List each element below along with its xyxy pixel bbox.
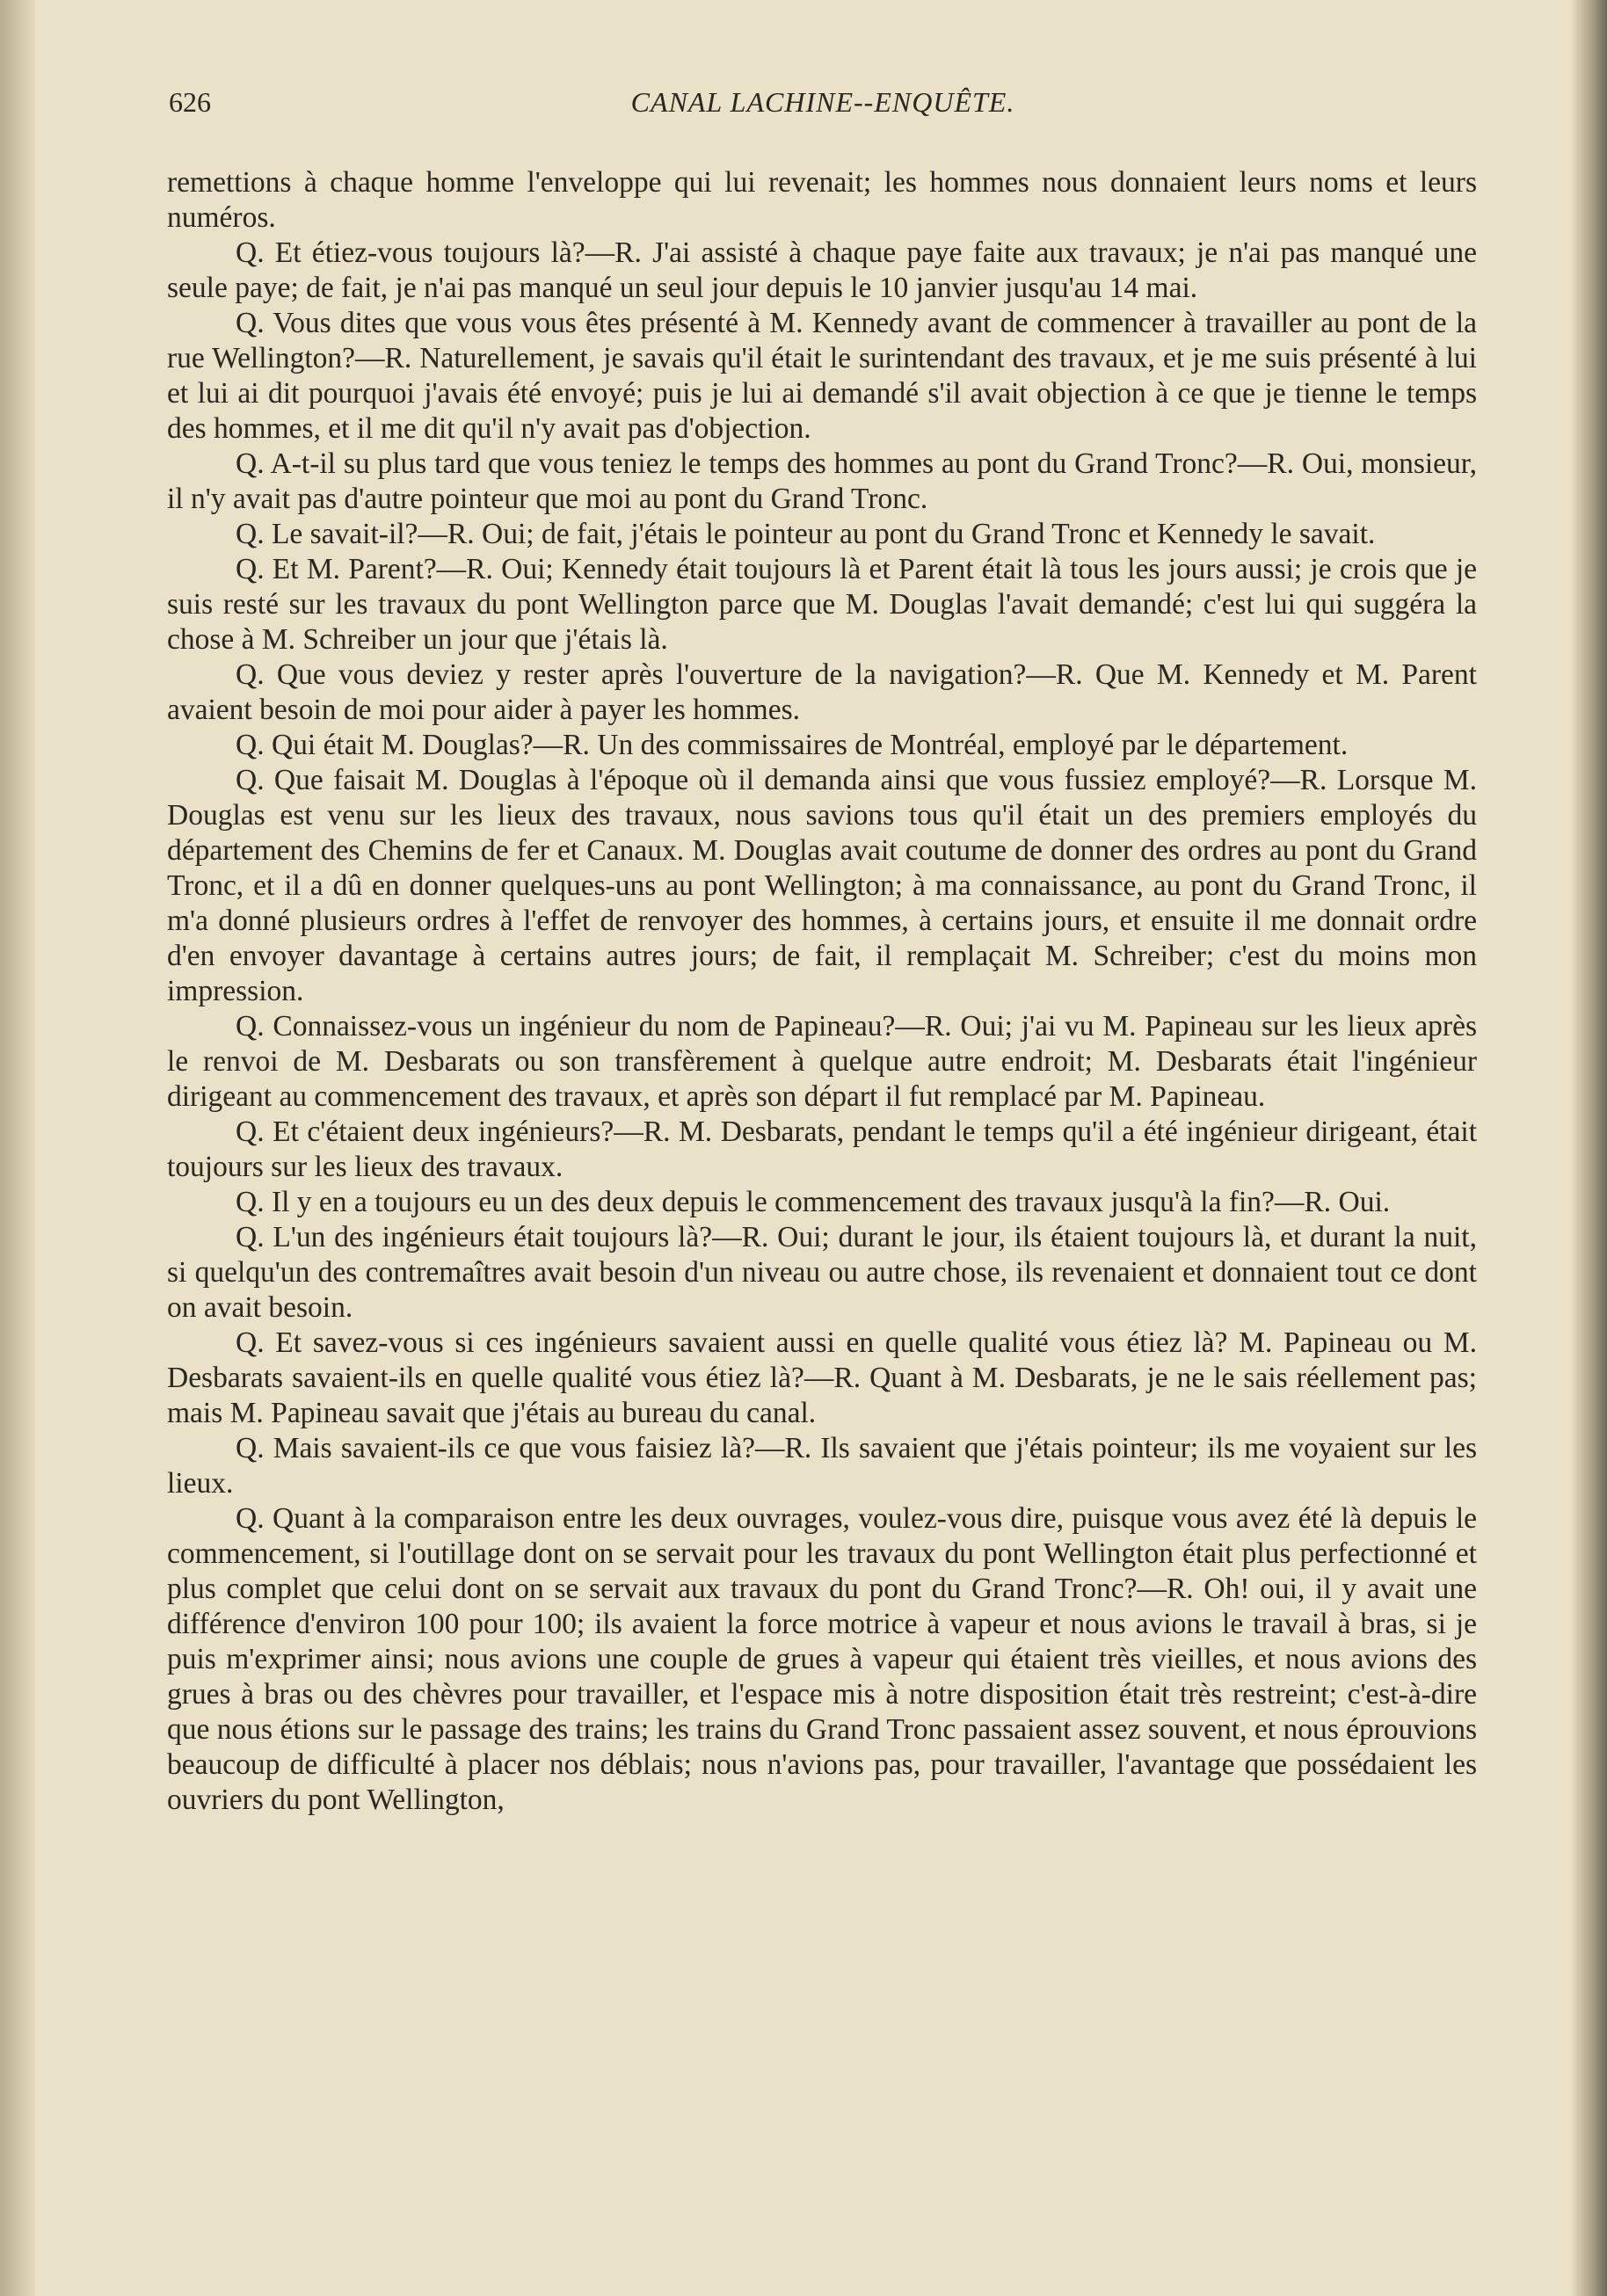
page-binding-edge (0, 0, 35, 2296)
paragraph: Q. Il y en a toujours eu un des deux depuis le commencement des travaux jusqu'à la fin?—R. Oui. (236, 1186, 1391, 1218)
paragraph: Q. Que faisait M. Douglas à l'époque où il demanda ainsi que vous fussiez employé?—R. Lorsque M. Douglas est venu sur les lieux des travaux, nous savions tous qu'il était un des premiers employés du département des Chemins de fer et Canaux. M. Douglas avait coutume de donner des ordres au pont du Grand Tronc, et il a dû en donner quelques-uns au pont Wellington; à ma connaissance, au pont du Grand Tronc, il m'a donné plusieurs ordres à l'effet de renvoyer des hommes, à certains jours, et ensuite il me donnait ordre d'en envoyer davantage à certains autres jours; de fait, il remplaçait M. Schreiber; c'est du moins mon impression. (167, 764, 1477, 1007)
page-number: 626 (169, 86, 211, 118)
paragraph: Q. Que vous deviez y rester après l'ouverture de la navigation?—R. Que M. Kennedy et M. Parent avaient besoin de moi pour aider à payer les hommes. (167, 658, 1477, 726)
page-outer-edge (1572, 0, 1607, 2296)
paragraph: Q. A-t-il su plus tard que vous teniez le temps des hommes au pont du Grand Tronc?—R. Oui, monsieur, il n'y avait pas d'autre pointeur que moi au pont du Grand Tronc. (167, 447, 1477, 515)
paragraph: Q. Le savait-il?—R. Oui; de fait, j'étais le pointeur au pont du Grand Tronc et Kennedy le savait. (236, 518, 1376, 550)
paragraph: remettions à chaque homme l'enveloppe qui lui revenait; les hommes nous donnaient leurs noms et leurs numéros. (167, 166, 1477, 234)
paragraph: Q. Mais savaient-ils ce que vous faisiez là?—R. Ils savaient que j'étais pointeur; ils me voyaient sur les lieux. (167, 1432, 1477, 1500)
paragraph: Q. Et c'étaient deux ingénieurs?—R. M. Desbarats, pendant le temps qu'il a été ingénieur dirigeant, était toujours sur les lieux des travaux. (167, 1115, 1477, 1183)
paragraph: Q. Qui était M. Douglas?—R. Un des commissaires de Montréal, employé par le département. (236, 729, 1349, 761)
page-header (169, 86, 1477, 121)
paragraph: Q. Et M. Parent?—R. Oui; Kennedy était toujours là et Parent était là tous les jours aussi; je crois que je suis resté sur les travaux du pont Wellington parce que M. Douglas l'avait demandé; c'est lui qui suggéra la chose à M. Schreiber un jour que j'étais là. (167, 553, 1477, 656)
paragraph: Q. Et savez-vous si ces ingénieurs savaient aussi en quelle qualité vous étiez là? M. Papineau ou M. Desbarats savaient-ils en quelle qualité vous étiez là?—R. Quant à M. Desbarats, je ne le sais réellement pas; mais M. Papineau savait que j'étais au bureau du canal. (167, 1326, 1477, 1429)
paragraph: Q. L'un des ingénieurs était toujours là?—R. Oui; durant le jour, ils étaient toujours là, et durant la nuit, si quelqu'un des contremaîtres avait besoin d'un niveau ou autre chose, ils revenaient et donnaient tout ce dont on avait besoin. (167, 1221, 1477, 1324)
paragraph: Q. Et étiez-vous toujours là?—R. J'ai assisté à chaque paye faite aux travaux; je n'ai pas manqué une seule paye; de fait, je n'ai pas manqué un seul jour depuis le 10 janvier jusqu'au 14 mai. (167, 236, 1477, 304)
paragraph: Q. Connaissez-vous un ingénieur du nom de Papineau?—R. Oui; j'ai vu M. Papineau sur les lieux après le renvoi de M. Desbarats ou son transfèrement à quelque autre endroit; M. Desbarats était l'ingénieur dirigeant au commencement des travaux, et après son départ il fut remplacé par M. Papineau. (167, 1010, 1477, 1113)
paragraph: Q. Quant à la comparaison entre les deux ouvrages, voulez-vous dire, puisque vous avez été là depuis le commencement, si l'outillage dont on se servait pour les travaux du pont Wellington était plus perfectionné et plus complet que celui dont on se servait aux travaux du pont du Grand Tronc?—R. Oh! oui, il y avait une différence d'environ 100 pour 100; ils avaient la force motrice à vapeur et nous avions le travail à bras, si je puis m'exprimer ainsi; nous avions une couple de grues à vapeur qui étaient très vieilles, et nous avions des grues à bras ou des chèvres pour travailler, et l'espace mis à notre disposition était très restreint; c'est-à-dire que nous étions sur le passage des trains; les trains du Grand Tronc passaient assez souvent, et nous éprouvions beaucoup de difficulté à placer nos déblais; nous n'avions pas, pour travailler, l'avantage que possédaient les ouvriers du pont Wellington, (167, 1502, 1477, 1816)
body-text (167, 165, 1477, 1818)
paragraph: Q. Vous dites que vous vous êtes présenté à M. Kennedy avant de commencer à travailler au pont de la rue Wellington?—R. Naturellement, je savais qu'il était le surintendant des travaux, et je me suis présenté à lui et lui ai dit pourquoi j'avais été envoyé; puis je lui ai demandé s'il avait objection à ce que je tienne le temps des hommes, et il me dit qu'il n'y avait pas d'objection. (167, 307, 1477, 445)
running-title: CANAL LACHINE--ENQUÊTE. (630, 86, 1015, 118)
